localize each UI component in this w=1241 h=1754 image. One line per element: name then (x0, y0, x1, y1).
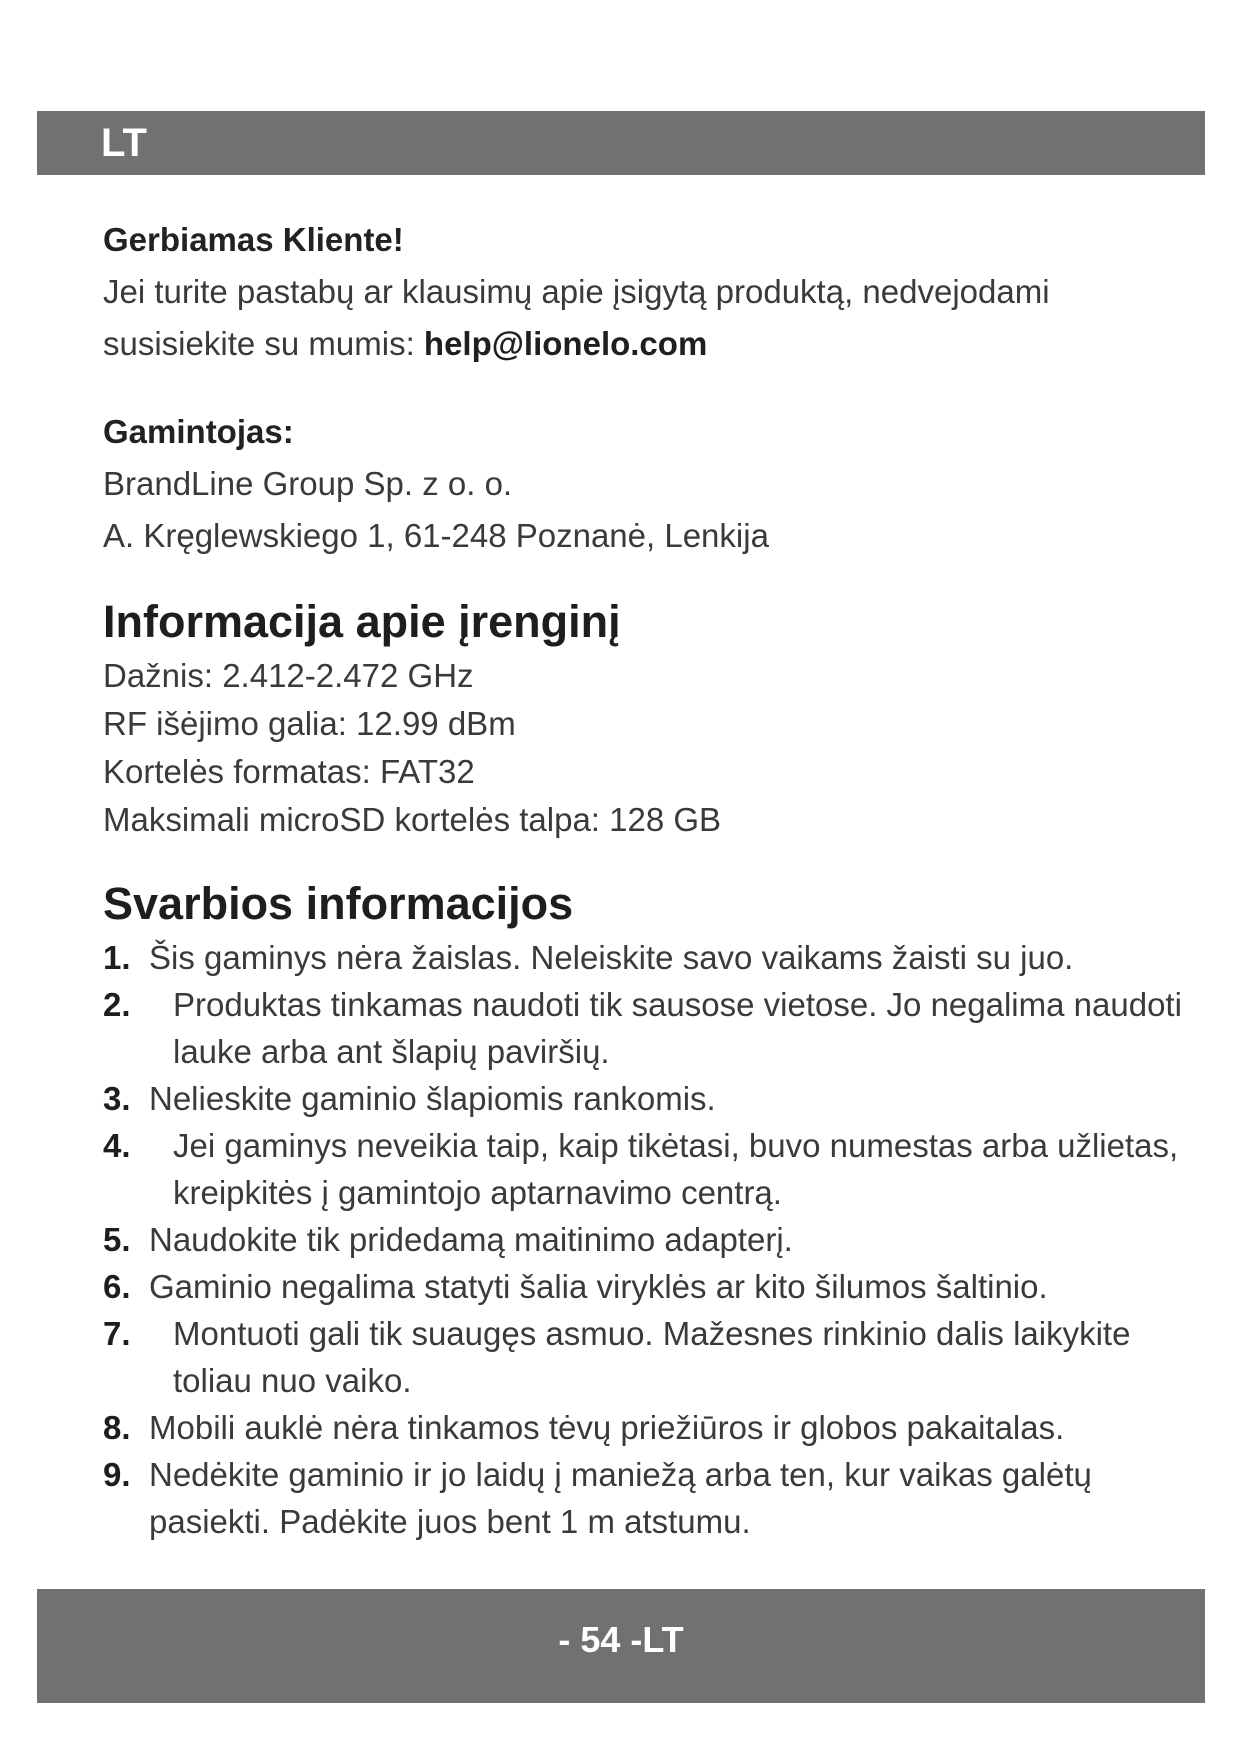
manufacturer-address: A. Kręglewskiego 1, 61-248 Poznanė, Lenkija (103, 517, 769, 554)
header-bar (37, 111, 1205, 175)
list-item-number: 3. (103, 1080, 131, 1117)
greeting-line-1: Jei turite pastabų ar klausimų apie įsigytą produktą, nedvejodami (103, 273, 1050, 310)
list-item (103, 1263, 1183, 1310)
list-item-number: 5. (103, 1221, 131, 1258)
list-item-text: Mobili auklė nėra tinkamos tėvų priežiūros ir globos pakaitalas. (149, 1409, 1065, 1446)
greeting-title: Gerbiamas Kliente! (103, 221, 404, 258)
list-item (103, 1075, 1183, 1122)
list-item (103, 1122, 1183, 1216)
list-item (103, 934, 1183, 981)
spec-line: Maksimali microSD kortelės talpa: 128 GB (103, 801, 722, 838)
important-section (103, 874, 1183, 1545)
list-item-text: Gaminio negalima statyti šalia viryklės ar kito šilumos šaltinio. (149, 1268, 1048, 1305)
language-label: LT (101, 121, 147, 165)
list-item (103, 1451, 1183, 1545)
manufacturer-title: Gamintojas: (103, 413, 294, 450)
manufacturer-section (103, 406, 1183, 562)
list-item (103, 981, 1183, 1075)
spec-line: Dažnis: 2.412-2.472 GHz (103, 657, 474, 694)
list-item (103, 1404, 1183, 1451)
greeting-section (103, 214, 1183, 370)
device-info-title: Informacija apie įrenginį (103, 596, 621, 647)
device-info-section (103, 592, 1183, 844)
list-item-text: Nelieskite gaminio šlapiomis rankomis. (149, 1080, 716, 1117)
list-item-number: 1. (103, 939, 131, 976)
list-item (103, 1310, 1183, 1404)
page-number: - 54 -LT (558, 1619, 684, 1660)
greeting-line-2 (103, 318, 1183, 370)
list-item-text: Montuoti gali tik suaugęs asmuo. Mažesnes rinkinio dalis laikykite toliau nuo vaiko. (173, 1315, 1131, 1399)
list-item-text: Produktas tinkamas naudoti tik sausose vietose. Jo negalima naudoti lauke arba ant šlapių paviršių. (173, 986, 1182, 1070)
greeting-contact-prefix: susisiekite su mumis: (103, 325, 424, 362)
list-item-number: 2. (103, 986, 131, 1023)
important-title: Svarbios informacijos (103, 878, 574, 929)
safety-list (103, 934, 1183, 1545)
spec-line: RF išėjimo galia: 12.99 dBm (103, 705, 516, 742)
list-item-number: 7. (103, 1315, 131, 1352)
spec-line: Kortelės formatas: FAT32 (103, 753, 475, 790)
list-item-number: 6. (103, 1268, 131, 1305)
manufacturer-name: BrandLine Group Sp. z o. o. (103, 465, 513, 502)
support-email-link[interactable]: help@lionelo.com (423, 325, 708, 362)
list-item-number: 8. (103, 1409, 131, 1446)
list-item-text: Jei gaminys neveikia taip, kaip tikėtasi, buvo numestas arba užlietas, kreipkitės į gamintojo aptarnavimo centrą. (173, 1127, 1179, 1211)
list-item-text: Šis gaminys nėra žaislas. Neleiskite savo vaikams žaisti su juo. (149, 939, 1074, 976)
list-item-text: Nedėkite gaminio ir jo laidų į maniežą arba ten, kur vaikas galėtų pasiekti. Padėkite juos bent 1 m atstumu. (149, 1456, 1092, 1540)
list-item-number: 9. (103, 1456, 131, 1493)
page-content (103, 214, 1183, 1545)
list-item-text: Naudokite tik pridedamą maitinimo adapterį. (149, 1221, 793, 1258)
footer-bar (37, 1589, 1205, 1703)
list-item-number: 4. (103, 1127, 131, 1164)
list-item (103, 1216, 1183, 1263)
